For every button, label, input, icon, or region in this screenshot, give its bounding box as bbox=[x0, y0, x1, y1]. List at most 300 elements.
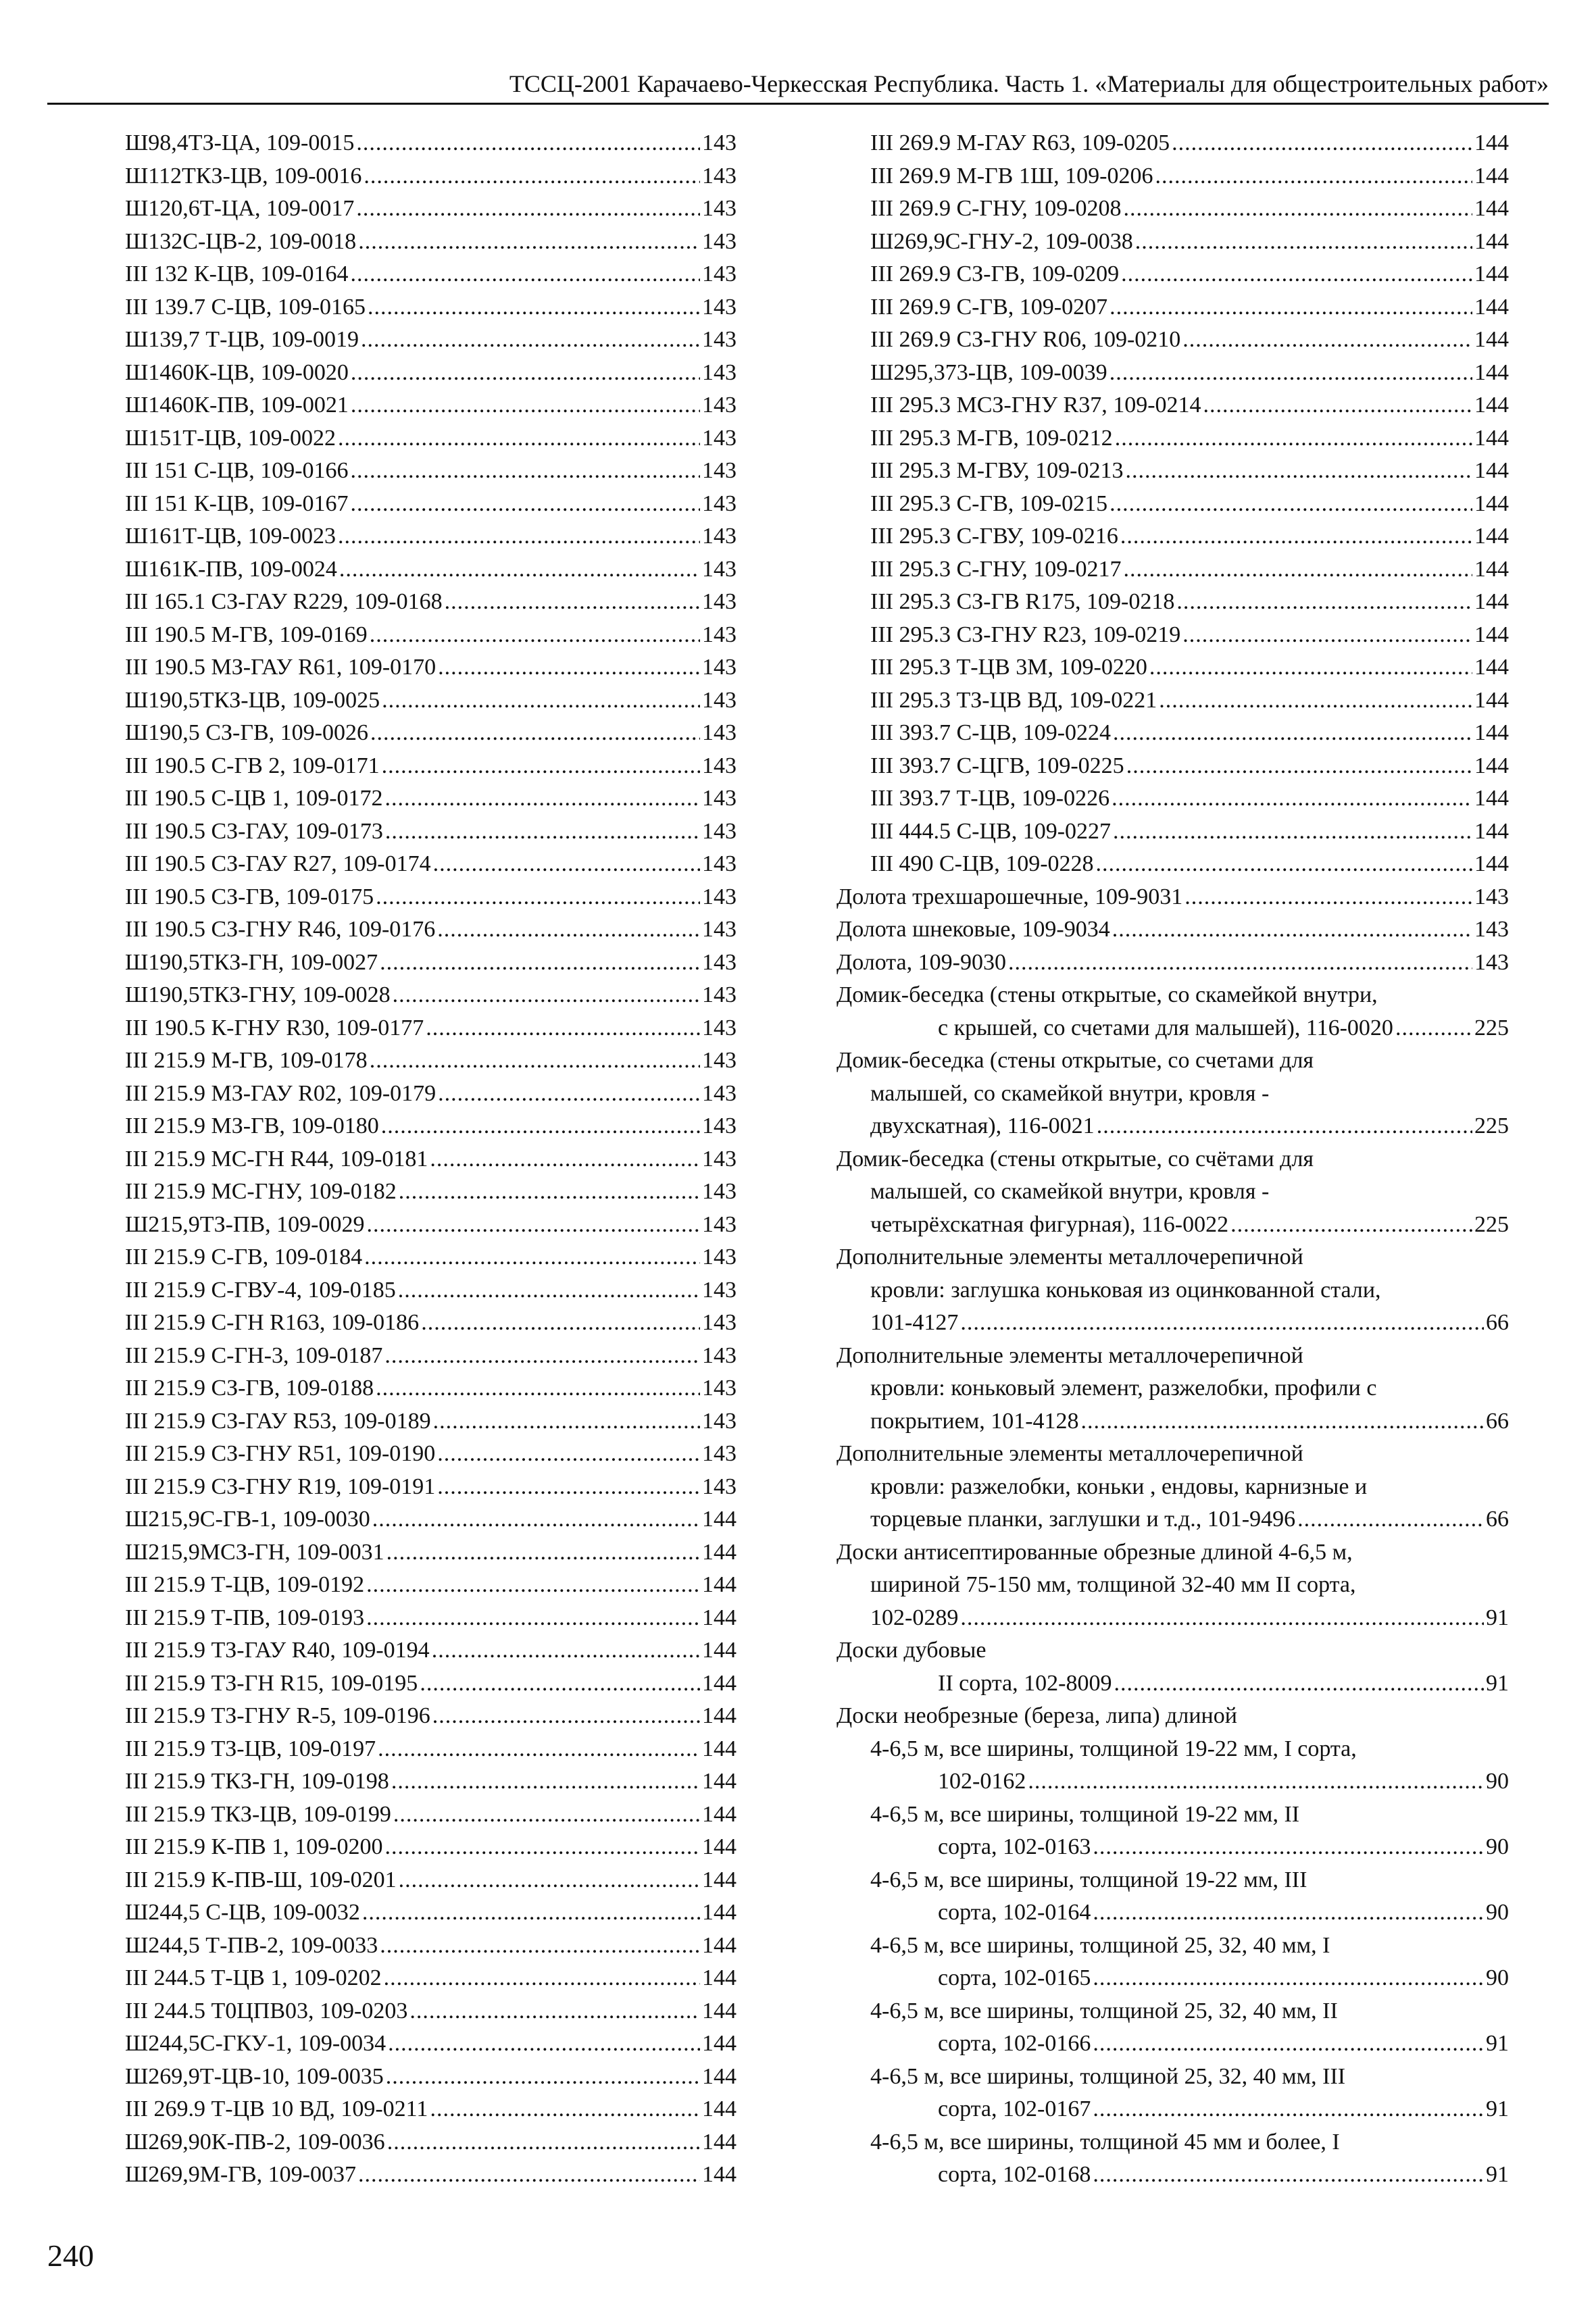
index-entry-page: 143 bbox=[702, 982, 737, 1007]
index-entry bbox=[125, 913, 737, 947]
index-entry bbox=[837, 1438, 1509, 1471]
index-entry bbox=[125, 422, 737, 455]
index-entry bbox=[837, 782, 1509, 815]
index-entry-text: 4-6,5 м, все ширины, толщиной 25, 32, 40 мм, III bbox=[870, 2063, 1346, 2089]
index-entry-page: 90 bbox=[1486, 1965, 1509, 1990]
index-entry-text: III 215.9 ТЗ-ГН R15, 109-0195 bbox=[125, 1670, 418, 1696]
index-entry-text: III 215.9 ТЗ-ГАУ R40, 109-0194 bbox=[125, 1638, 430, 1663]
index-entry-text: Ш269,9Т-ЦВ-10, 109-0035 bbox=[125, 2063, 384, 2089]
index-entry-text: III 215.9 ТКЗ-ГН, 109-0198 bbox=[125, 1769, 389, 1794]
dot-leader bbox=[1093, 1896, 1484, 1930]
index-entry-page: 143 bbox=[702, 425, 737, 451]
index-entry-text: 102-0289 bbox=[870, 1605, 959, 1630]
dot-leader bbox=[1297, 1503, 1484, 1536]
index-entry-page: 144 bbox=[1474, 393, 1509, 418]
index-entry bbox=[125, 1995, 737, 2028]
index-entry-text: Ш190,5ТКЗ-ЦВ, 109-0025 bbox=[125, 687, 380, 713]
index-entry bbox=[125, 651, 737, 684]
index-entry-page: 143 bbox=[702, 949, 737, 975]
index-entry bbox=[837, 1471, 1509, 1504]
dot-leader bbox=[387, 2126, 700, 2159]
index-entry-text: III 215.9 М-ГВ, 109-0178 bbox=[125, 1048, 368, 1073]
index-entry bbox=[837, 1012, 1509, 1045]
index-entry bbox=[125, 1962, 737, 1995]
dot-leader bbox=[1172, 127, 1472, 160]
index-entry-text: Ш190,5ТКЗ-ГН, 109-0027 bbox=[125, 949, 378, 975]
index-entry-text: Ш139,7 Т-ЦВ, 109-0019 bbox=[125, 327, 359, 352]
index-entry-text: III 215.9 ТКЗ-ЦВ, 109-0199 bbox=[125, 1801, 391, 1827]
index-entry bbox=[837, 488, 1509, 521]
index-entry bbox=[125, 1602, 737, 1635]
index-entry-text: Долота, 109-9030 bbox=[837, 949, 1006, 975]
dot-leader bbox=[1203, 389, 1472, 422]
index-entry-page: 144 bbox=[702, 1834, 737, 1859]
index-entry bbox=[837, 1765, 1509, 1799]
index-entry bbox=[125, 1045, 737, 1078]
dot-leader bbox=[433, 848, 700, 881]
index-entry-page: 144 bbox=[702, 1769, 737, 1794]
page-number: 240 bbox=[47, 2238, 94, 2273]
index-entry-page: 144 bbox=[702, 1998, 737, 2023]
dot-leader bbox=[385, 815, 700, 849]
index-entry-text: III 190.5 СЗ-ГНУ R46, 109-0176 bbox=[125, 917, 436, 942]
index-entry-page: 143 bbox=[1474, 949, 1509, 975]
dot-leader bbox=[1109, 488, 1472, 521]
index-entry bbox=[125, 226, 737, 259]
index-entry bbox=[125, 1241, 737, 1274]
index-entry-text: II сорта, 102-8009 bbox=[938, 1670, 1112, 1696]
dot-leader bbox=[1109, 291, 1472, 324]
dot-leader bbox=[376, 881, 700, 914]
dot-leader bbox=[399, 1864, 700, 1897]
index-entry-page: 144 bbox=[702, 1867, 737, 1892]
dot-leader bbox=[1115, 422, 1472, 455]
index-entry-page: 144 bbox=[1474, 359, 1509, 385]
index-entry bbox=[837, 1569, 1509, 1602]
index-entry-text: III 165.1 СЗ-ГАУ R229, 109-0168 bbox=[125, 589, 443, 614]
index-entry bbox=[125, 291, 737, 324]
index-entry bbox=[125, 1372, 737, 1405]
dot-leader bbox=[1135, 226, 1472, 259]
dot-leader bbox=[393, 979, 700, 1012]
index-entry bbox=[837, 2159, 1509, 2192]
index-entry-page: 144 bbox=[702, 2096, 737, 2121]
index-entry bbox=[125, 160, 737, 193]
index-entry bbox=[837, 1930, 1509, 1963]
dot-leader bbox=[376, 1372, 700, 1405]
index-entry-text: III 139.7 С-ЦВ, 109-0165 bbox=[125, 294, 366, 320]
index-entry bbox=[837, 357, 1509, 390]
index-entry-text: III 215.9 СЗ-ГНУ R51, 109-0190 bbox=[125, 1441, 436, 1466]
index-entry bbox=[837, 1896, 1509, 1930]
dot-leader bbox=[364, 1241, 700, 1274]
index-entry bbox=[837, 193, 1509, 226]
index-entry bbox=[837, 258, 1509, 291]
index-entry bbox=[125, 2126, 737, 2159]
dot-leader bbox=[351, 455, 700, 488]
index-entry bbox=[125, 1176, 737, 1209]
dot-leader bbox=[437, 1471, 700, 1504]
index-entry bbox=[837, 455, 1509, 488]
index-entry-text: Ш269,9М-ГВ, 109-0037 bbox=[125, 2162, 357, 2187]
index-entry-text: III 190.5 МЗ-ГАУ R61, 109-0170 bbox=[125, 655, 437, 680]
index-entry-text: III 190.5 К-ГНУ R30, 109-0177 bbox=[125, 1015, 424, 1040]
index-entry-text: III 215.9 С-ГН-3, 109-0187 bbox=[125, 1342, 383, 1368]
index-entry-text: III 215.9 МС-ГН R44, 109-0181 bbox=[125, 1146, 428, 1172]
dot-leader bbox=[1096, 848, 1472, 881]
index-entry-text: III 295.3 СЗ-ГНУ R23, 109-0219 bbox=[870, 622, 1181, 647]
dot-leader bbox=[1114, 1667, 1484, 1701]
index-entry-page: 143 bbox=[1474, 917, 1509, 942]
index-entry-page: 144 bbox=[702, 1572, 737, 1597]
index-entry-text: Долота трехшарошечные, 109-9031 bbox=[837, 884, 1183, 909]
dot-leader bbox=[1093, 2093, 1484, 2126]
index-entry-text: кровли: коньковый элемент, разжелобки, профили с bbox=[870, 1376, 1377, 1401]
index-entry-text: с крышей, со счетами для малышей), 116-0020 bbox=[938, 1015, 1393, 1040]
index-entry-text: малышей, со скамейкой внутри, кровля - bbox=[870, 1179, 1270, 1204]
index-entry bbox=[125, 389, 737, 422]
index-entry-page: 143 bbox=[1474, 884, 1509, 909]
index-entry bbox=[125, 782, 737, 815]
index-entry-text: 102-0162 bbox=[938, 1769, 1026, 1794]
index-entry-text: III 215.9 К-ПВ 1, 109-0200 bbox=[125, 1834, 383, 1859]
dot-leader bbox=[351, 488, 700, 521]
index-entry-text: сорта, 102-0166 bbox=[938, 2031, 1091, 2056]
index-entry-page: 143 bbox=[702, 228, 737, 254]
dot-leader bbox=[364, 160, 700, 193]
index-entry-text: 4-6,5 м, все ширины, толщиной 45 мм и более, I bbox=[870, 2129, 1340, 2155]
index-entry-page: 143 bbox=[702, 884, 737, 909]
index-entry-text: III 190.5 СЗ-ГАУ, 109-0173 bbox=[125, 818, 383, 844]
index-entry-page: 144 bbox=[1474, 425, 1509, 451]
index-entry-page: 144 bbox=[1474, 163, 1509, 188]
index-entry-text: III 215.9 Т-ПВ, 109-0193 bbox=[125, 1605, 365, 1630]
index-entry bbox=[125, 127, 737, 160]
index-entry-page: 144 bbox=[702, 2063, 737, 2089]
index-entry bbox=[837, 422, 1509, 455]
index-entry-text: Долота шнековые, 109-9034 bbox=[837, 917, 1110, 942]
index-entry-text: III 295.3 С-ГНУ, 109-0217 bbox=[870, 556, 1122, 582]
index-entry-page: 143 bbox=[702, 1310, 737, 1335]
dot-leader bbox=[430, 2093, 700, 2126]
index-entry bbox=[125, 1143, 737, 1176]
index-entry bbox=[125, 193, 737, 226]
index-entry bbox=[837, 1733, 1509, 1766]
index-entry-page: 143 bbox=[702, 327, 737, 352]
index-entry bbox=[125, 2028, 737, 2061]
dot-leader bbox=[370, 1045, 700, 1078]
dot-leader bbox=[1182, 324, 1472, 357]
dot-leader bbox=[1126, 750, 1472, 783]
index-entry-page: 143 bbox=[702, 589, 737, 614]
index-entry-text: Дополнительные элементы металлочерепичной bbox=[837, 1441, 1303, 1466]
index-entry-text: III 295.3 С-ГВУ, 109-0216 bbox=[870, 524, 1118, 549]
dot-leader bbox=[366, 1602, 700, 1635]
header-rule bbox=[47, 103, 1549, 105]
index-entry-text: Ш151Т-ЦВ, 109-0022 bbox=[125, 425, 336, 451]
index-entry-page: 143 bbox=[702, 720, 737, 745]
dot-leader bbox=[1112, 913, 1472, 947]
index-entry-text: Ш215,9ТЗ-ПВ, 109-0029 bbox=[125, 1211, 365, 1237]
index-entry-page: 144 bbox=[1474, 556, 1509, 582]
dot-leader bbox=[351, 389, 700, 422]
index-entry bbox=[837, 1143, 1509, 1176]
index-entry bbox=[125, 1799, 737, 1832]
index-entry bbox=[837, 1667, 1509, 1701]
index-entry bbox=[125, 1274, 737, 1307]
index-entry bbox=[125, 2061, 737, 2094]
index-entry bbox=[837, 1536, 1509, 1569]
index-entry bbox=[837, 619, 1509, 652]
index-entry-page: 143 bbox=[702, 359, 737, 385]
index-entry bbox=[125, 1340, 737, 1373]
index-entry bbox=[125, 258, 737, 291]
index-entry-page: 91 bbox=[1486, 2162, 1509, 2187]
dot-leader bbox=[384, 1962, 700, 1995]
index-entry-text: 4-6,5 м, все ширины, толщиной 25, 32, 40 мм, I bbox=[870, 1932, 1330, 1958]
index-entry bbox=[125, 1831, 737, 1864]
dot-leader bbox=[386, 1536, 700, 1569]
index-entry-page: 91 bbox=[1486, 1670, 1509, 1696]
index-entry-page: 144 bbox=[702, 1670, 737, 1696]
index-entry bbox=[837, 651, 1509, 684]
index-entry-text: III 490 С-ЦВ, 109-0228 bbox=[870, 851, 1094, 876]
index-entry-text: III 244.5 Т0ЦПВ03, 109-0203 bbox=[125, 1998, 408, 2023]
index-entry bbox=[837, 1405, 1509, 1438]
index-entry bbox=[837, 291, 1509, 324]
index-entry bbox=[837, 160, 1509, 193]
index-entry bbox=[837, 324, 1509, 357]
index-entry bbox=[125, 1569, 737, 1602]
index-entry-text: Домик-беседка (стены открытые, со счётами для bbox=[837, 1146, 1314, 1172]
dot-leader bbox=[339, 553, 700, 586]
dot-leader bbox=[438, 651, 700, 684]
index-entry bbox=[837, 2061, 1509, 2094]
index-entry bbox=[125, 1209, 737, 1242]
index-entry bbox=[125, 848, 737, 881]
index-entry bbox=[837, 1503, 1509, 1536]
index-entry-page: 144 bbox=[1474, 655, 1509, 680]
index-entry bbox=[837, 1634, 1509, 1667]
index-entry bbox=[125, 586, 737, 619]
dot-leader bbox=[366, 1569, 700, 1602]
index-entry bbox=[837, 684, 1509, 718]
index-entry-text: Дополнительные элементы металлочерепичной bbox=[837, 1244, 1303, 1269]
dot-leader bbox=[1097, 1110, 1472, 1143]
index-column-right bbox=[837, 127, 1509, 2192]
index-entry bbox=[837, 1045, 1509, 1078]
dot-leader bbox=[1093, 2159, 1484, 2192]
index-entry-text: четырёхскатная фигурная), 116-0022 bbox=[870, 1211, 1229, 1237]
index-entry-text: III 393.7 Т-ЦВ, 109-0226 bbox=[870, 786, 1110, 811]
dot-leader bbox=[386, 2061, 700, 2094]
index-entry-page: 143 bbox=[702, 130, 737, 155]
index-entry-page: 143 bbox=[702, 261, 737, 286]
index-entry-text: сорта, 102-0167 bbox=[938, 2096, 1091, 2121]
index-entry-page: 143 bbox=[702, 1179, 737, 1204]
index-entry bbox=[125, 717, 737, 750]
index-entry bbox=[837, 1602, 1509, 1635]
index-entry bbox=[837, 1700, 1509, 1733]
index-entry-text: Ш161К-ПВ, 109-0024 bbox=[125, 556, 337, 582]
dot-leader bbox=[430, 1143, 700, 1176]
index-entry-page: 143 bbox=[702, 1211, 737, 1237]
index-entry-page: 144 bbox=[702, 1539, 737, 1565]
index-entry-page: 144 bbox=[702, 1605, 737, 1630]
index-entry-text: торцевые планки, заглушки и т.д., 101-9496 bbox=[870, 1507, 1296, 1532]
index-entry-text: III 215.9 Т-ЦВ, 109-0192 bbox=[125, 1572, 365, 1597]
index-entry-text: Ш269,90К-ПВ-2, 109-0036 bbox=[125, 2129, 385, 2155]
index-entry-page: 143 bbox=[702, 1474, 737, 1499]
index-entry bbox=[837, 1864, 1509, 1897]
index-entry-text: Доски необрезные (береза, липа) длиной bbox=[837, 1703, 1237, 1728]
dot-leader bbox=[1093, 1962, 1484, 1995]
index-entry-page: 66 bbox=[1486, 1310, 1509, 1335]
dot-leader bbox=[432, 1700, 700, 1733]
dot-leader bbox=[338, 520, 700, 553]
index-entry-text: III 295.3 СЗ-ГВ R175, 109-0218 bbox=[870, 589, 1175, 614]
dot-leader bbox=[420, 1667, 700, 1701]
index-entry-page: 144 bbox=[1474, 130, 1509, 155]
index-entry-page: 91 bbox=[1486, 1605, 1509, 1630]
index-entry-text: Ш215,9С-ГВ-1, 109-0030 bbox=[125, 1507, 370, 1532]
index-entry-page: 144 bbox=[1474, 458, 1509, 483]
index-entry-text: малышей, со скамейкой внутри, кровля - bbox=[870, 1080, 1270, 1106]
index-entry bbox=[837, 979, 1509, 1012]
index-entry-page: 66 bbox=[1486, 1408, 1509, 1434]
index-entry-page: 143 bbox=[702, 1048, 737, 1073]
index-entry bbox=[125, 2093, 737, 2126]
index-entry-page: 143 bbox=[702, 163, 737, 188]
index-entry-text: III 393.7 С-ЦГВ, 109-0225 bbox=[870, 753, 1124, 778]
index-entry-text: III 269.9 СЗ-ГНУ R06, 109-0210 bbox=[870, 327, 1181, 352]
index-entry bbox=[837, 815, 1509, 849]
index-entry bbox=[125, 1438, 737, 1471]
index-entry-page: 91 bbox=[1486, 2031, 1509, 2056]
index-column-left bbox=[125, 127, 737, 2192]
index-entry-text: III 215.9 ТЗ-ЦВ, 109-0197 bbox=[125, 1736, 376, 1761]
index-entry-page: 144 bbox=[702, 1900, 737, 1925]
dot-leader bbox=[368, 291, 700, 324]
dot-leader bbox=[1120, 520, 1472, 553]
index-entry-page: 144 bbox=[702, 1965, 737, 1990]
index-entry-page: 143 bbox=[702, 1441, 737, 1466]
index-entry-page: 144 bbox=[1474, 261, 1509, 286]
index-entry-text: кровли: разжелобки, коньки , ендовы, карнизные и bbox=[870, 1474, 1368, 1499]
dot-leader bbox=[1109, 357, 1472, 390]
dot-leader bbox=[437, 1438, 700, 1471]
index-entry bbox=[837, 1241, 1509, 1274]
index-entry bbox=[837, 389, 1509, 422]
index-entry bbox=[125, 979, 737, 1012]
index-entry-page: 144 bbox=[702, 1507, 737, 1532]
dot-leader bbox=[438, 1078, 700, 1111]
dot-leader bbox=[1159, 684, 1472, 718]
index-entry-page: 144 bbox=[1474, 818, 1509, 844]
index-entry-page: 144 bbox=[1474, 294, 1509, 320]
index-entry bbox=[125, 684, 737, 718]
index-entry bbox=[125, 1634, 737, 1667]
index-entry bbox=[837, 717, 1509, 750]
index-entry bbox=[125, 553, 737, 586]
index-entry-page: 143 bbox=[702, 1277, 737, 1303]
index-entry bbox=[837, 127, 1509, 160]
index-entry-text: III 215.9 С-ГВУ-4, 109-0185 bbox=[125, 1277, 396, 1303]
index-entry bbox=[125, 1733, 737, 1766]
index-entry-page: 144 bbox=[1474, 720, 1509, 745]
index-entry bbox=[837, 1799, 1509, 1832]
index-entry-text: III 190.5 М-ГВ, 109-0169 bbox=[125, 622, 368, 647]
index-entry-page: 144 bbox=[702, 2031, 737, 2056]
index-entry bbox=[837, 520, 1509, 553]
index-entry bbox=[125, 619, 737, 652]
dot-leader bbox=[1081, 1405, 1484, 1438]
index-entry bbox=[125, 1896, 737, 1930]
index-entry bbox=[837, 1274, 1509, 1307]
dot-leader bbox=[432, 1634, 700, 1667]
index-entry-page: 144 bbox=[1474, 622, 1509, 647]
index-entry bbox=[837, 1962, 1509, 1995]
index-entry-text: Ш215,9МСЗ-ГН, 109-0031 bbox=[125, 1539, 384, 1565]
dot-leader bbox=[338, 422, 700, 455]
index-entry-page: 143 bbox=[702, 818, 737, 844]
dot-leader bbox=[372, 1503, 700, 1536]
index-entry-text: III 215.9 С-ГН R163, 109-0186 bbox=[125, 1310, 420, 1335]
dot-leader bbox=[378, 1733, 700, 1766]
dot-leader bbox=[1093, 1831, 1484, 1864]
index-entry-text: III 190.5 С-ГВ 2, 109-0171 bbox=[125, 753, 380, 778]
index-entry-page: 143 bbox=[702, 1408, 737, 1434]
index-entry-text: III 269.9 М-ГАУ R63, 109-0205 bbox=[870, 130, 1170, 155]
index-entry-page: 143 bbox=[702, 622, 737, 647]
index-entry-text: III 190.5 СЗ-ГВ, 109-0175 bbox=[125, 884, 374, 909]
index-entry-text: 4-6,5 м, все ширины, толщиной 19-22 мм, III bbox=[870, 1867, 1307, 1892]
dot-leader bbox=[381, 1110, 700, 1143]
index-entry-page: 144 bbox=[702, 2162, 737, 2187]
index-entry-text: Доски антисептированные обрезные длиной 4-6,5 м, bbox=[837, 1539, 1353, 1565]
index-entry-text: шириной 75-150 мм, толщиной 32-40 мм II сорта, bbox=[870, 1572, 1356, 1597]
index-entry-text: покрытием, 101-4128 bbox=[870, 1408, 1079, 1434]
index-entry bbox=[125, 1110, 737, 1143]
index-entry-page: 143 bbox=[702, 1146, 737, 1172]
index-entry-text: Ш1460К-ЦВ, 109-0020 bbox=[125, 359, 349, 385]
index-entry-text: сорта, 102-0165 bbox=[938, 1965, 1091, 1990]
index-entry-page: 144 bbox=[1474, 491, 1509, 516]
index-entry-page: 225 bbox=[1474, 1113, 1509, 1138]
index-entry-text: III 269.9 С-ГВ, 109-0207 bbox=[870, 294, 1108, 320]
index-entry-page: 143 bbox=[702, 1015, 737, 1040]
index-entry bbox=[125, 357, 737, 390]
index-entry-page: 143 bbox=[702, 556, 737, 582]
index-entry bbox=[837, 750, 1509, 783]
index-entry-text: III 215.9 МЗ-ГВ, 109-0180 bbox=[125, 1113, 379, 1138]
index-entry bbox=[837, 1372, 1509, 1405]
index-entry-text: Ш244,5 С-ЦВ, 109-0032 bbox=[125, 1900, 360, 1925]
index-entry bbox=[837, 2093, 1509, 2126]
index-entry-page: 225 bbox=[1474, 1211, 1509, 1237]
index-entry-text: III 215.9 СЗ-ГВ, 109-0188 bbox=[125, 1376, 374, 1401]
dot-leader bbox=[1176, 586, 1472, 619]
index-entry bbox=[837, 226, 1509, 259]
dot-leader bbox=[384, 1340, 700, 1373]
index-entry bbox=[125, 1864, 737, 1897]
dot-leader bbox=[1124, 553, 1472, 586]
index-entry-page: 144 bbox=[1474, 327, 1509, 352]
index-entry-text: III 269.9 Т-ЦВ 10 ВД, 109-0211 bbox=[125, 2096, 428, 2121]
dot-leader bbox=[1149, 651, 1472, 684]
dot-leader bbox=[393, 1799, 700, 1832]
index-entry bbox=[125, 1667, 737, 1701]
